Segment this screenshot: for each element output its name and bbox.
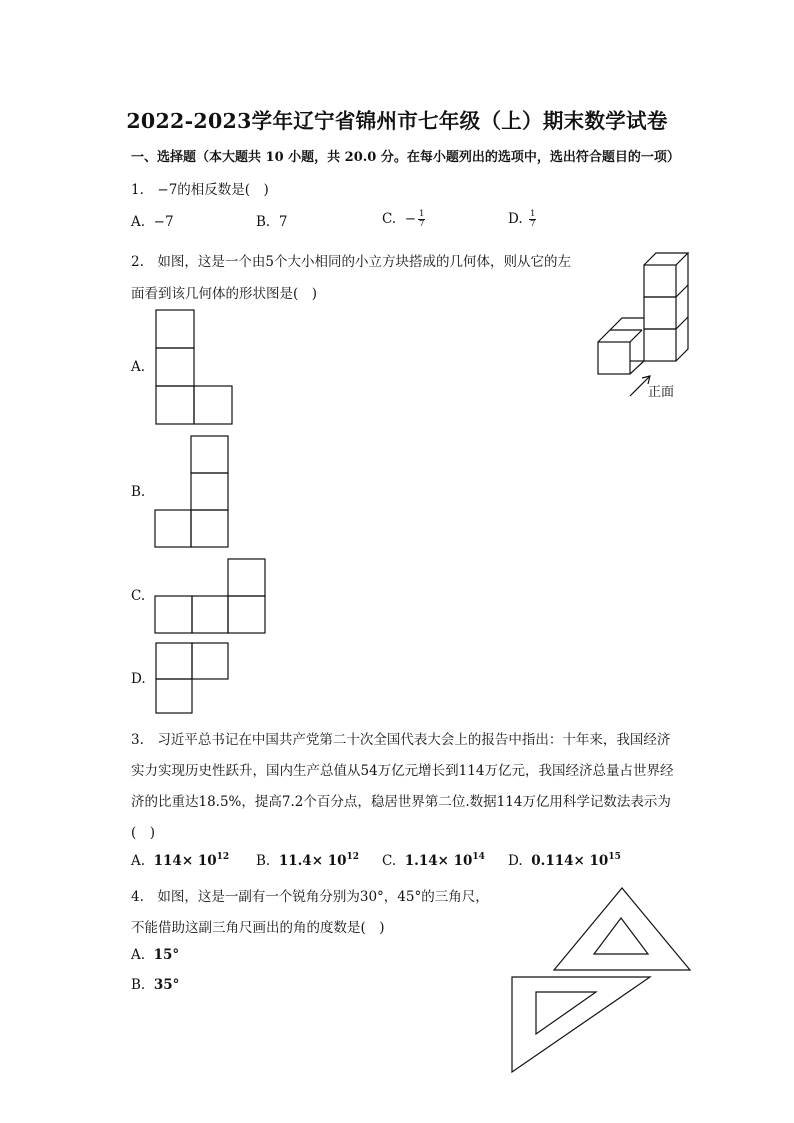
q3-c-exponent: 14 xyxy=(472,852,485,862)
q1-c-sign: − xyxy=(404,211,417,227)
q3-a-exponent: 12 xyxy=(216,852,230,862)
q3-c-base: 1.14× 10 xyxy=(404,853,473,869)
q2-d-label: D. xyxy=(131,671,146,687)
q3-option-a xyxy=(131,852,229,869)
q3-d-exponent: 15 xyxy=(608,852,621,862)
q3-option-b xyxy=(256,852,359,869)
q1-d-numerator: 1 xyxy=(529,209,536,219)
q1-c-label: C. xyxy=(382,211,397,227)
q4-option-a xyxy=(131,947,179,963)
q4-option-b xyxy=(131,977,179,993)
q1-b-label: B. xyxy=(256,214,271,230)
q1-c-denominator: 7 xyxy=(419,219,425,229)
q1-a-text: −7 xyxy=(153,214,174,230)
q2-a-label: A. xyxy=(131,359,146,375)
q1-d-denominator: 7 xyxy=(529,219,536,229)
q2-b-label: B. xyxy=(131,484,146,500)
q4-set-squares-figure xyxy=(508,884,694,1076)
q1-option-a xyxy=(131,214,174,230)
q2-c-label: C. xyxy=(131,588,146,604)
q2-cube-figure xyxy=(590,250,700,400)
q3-b-label: B. xyxy=(256,853,271,869)
q2-option-a-figure xyxy=(155,309,235,425)
q4-b-text: 35° xyxy=(153,977,180,993)
q2-option-c-figure xyxy=(154,558,268,636)
q4-stem-line2: 不能借助这副三角尺画出的角的度数是( ) xyxy=(131,920,385,936)
q1-c-numerator: 1 xyxy=(419,209,425,219)
q4-a-text: 15° xyxy=(153,947,180,963)
q1-b-text: 7 xyxy=(278,214,288,230)
q1-c-fraction xyxy=(418,210,425,229)
q1-stem: 1. −7的相反数是( ) xyxy=(131,182,269,198)
q3-stem-line4: ( ) xyxy=(131,825,156,841)
q2-stem-line1: 2. 如图，这是一个由5个大小相同的小立方块搭成的几何体，则从它的左 xyxy=(131,254,571,270)
q2-front-label: 正面 xyxy=(648,385,675,400)
q1-a-label: A. xyxy=(131,214,146,230)
q4-stem-line1: 4. 如图，这是一副有一个锐角分别为30°，45°的三角尺， xyxy=(131,889,489,905)
section-heading: 一、选择题（本大题共 10 小题，共 20.0 分。在每小题列出的选项中，选出符合题目的一项） xyxy=(131,150,680,165)
q2-option-b-figure xyxy=(154,435,234,549)
page-title: 2022-2023学年辽宁省锦州市七年级（上）期末数学试卷 xyxy=(126,109,668,133)
q1-d-fraction xyxy=(529,210,536,229)
q3-b-exponent: 12 xyxy=(346,852,360,862)
q3-stem-line1: 3. 习近平总书记在中国共产党第二十次全国代表大会上的报告中指出：十年来，我国经济 xyxy=(131,732,671,748)
q1-option-b xyxy=(256,214,287,230)
q3-stem-line3: 济的比重达18.5%，提高7.2个百分点，稳居世界第二位.数据114万亿用科学记数法表示为 xyxy=(131,794,671,810)
q3-stem-line2: 实力实现历史性跃升，国内生产总值从54万亿元增长到114万亿元，我国经济总量占世界经 xyxy=(131,763,674,779)
q1-option-d xyxy=(508,210,536,229)
q1-d-label: D. xyxy=(508,211,523,227)
q3-d-base: 0.114× 10 xyxy=(531,853,609,869)
q3-d-label: D. xyxy=(508,853,523,869)
q3-b-base: 11.4× 10 xyxy=(278,853,347,869)
q4-b-label: B. xyxy=(131,977,146,993)
q3-c-label: C. xyxy=(382,853,397,869)
q1-option-c xyxy=(382,210,425,229)
q4-a-label: A. xyxy=(131,947,146,963)
q2-stem-line2: 面看到该几何体的形状图是( ) xyxy=(131,286,318,302)
q3-option-d xyxy=(508,852,621,869)
q3-option-c xyxy=(382,852,485,869)
q2-option-d-figure xyxy=(155,642,233,716)
q3-a-base: 114× 10 xyxy=(153,853,217,869)
q3-a-label: A. xyxy=(131,853,146,869)
